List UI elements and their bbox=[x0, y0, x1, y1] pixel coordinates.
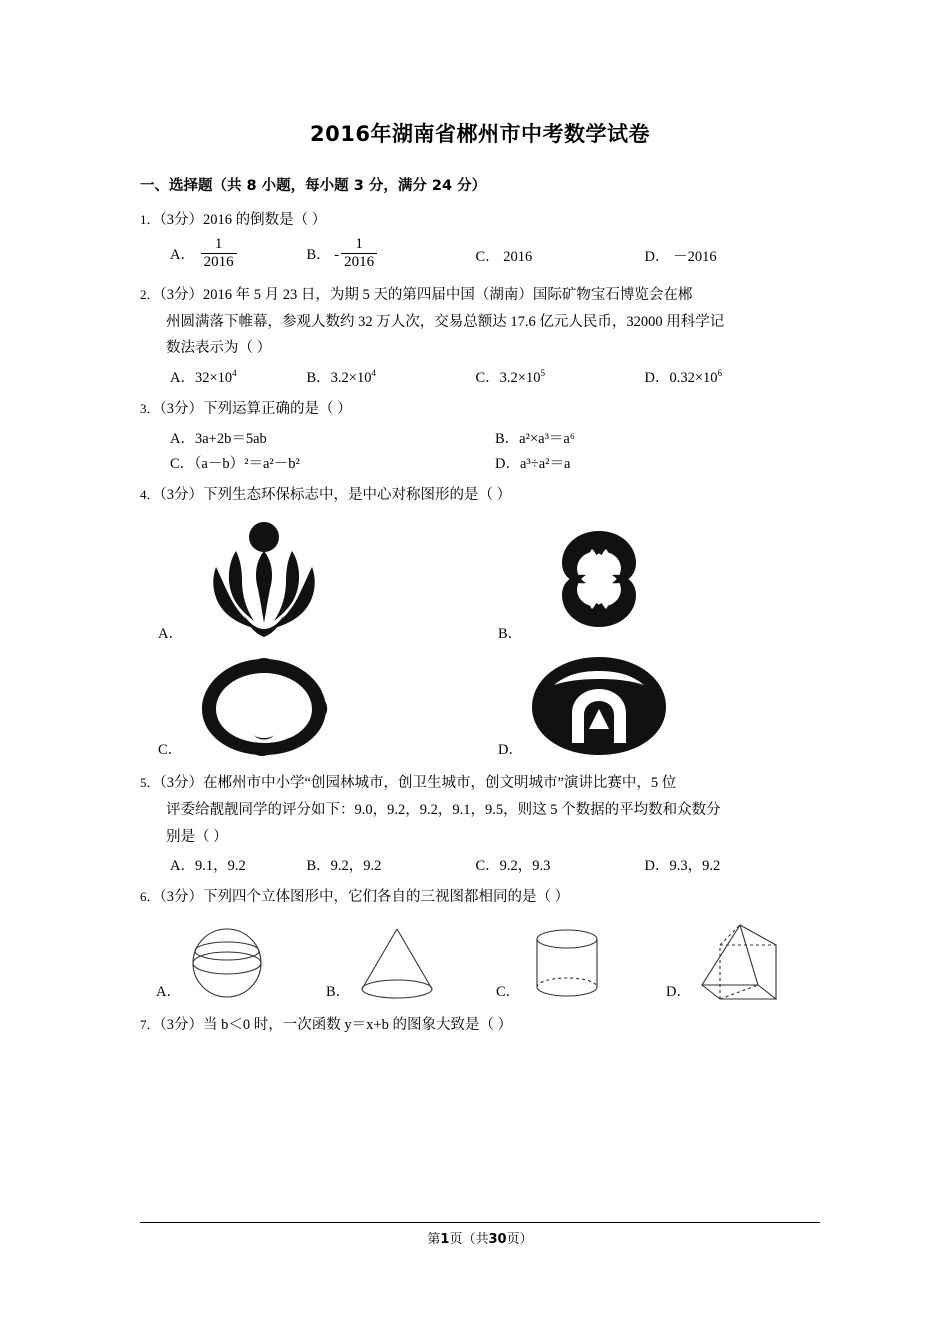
option-2-c-exp: 5 bbox=[540, 368, 545, 379]
eco-logo-wreath-icon bbox=[174, 651, 354, 761]
question-5-number: 5． bbox=[140, 774, 160, 790]
minus-sign: - bbox=[334, 246, 340, 263]
question-3-score: （3分） bbox=[159, 401, 204, 418]
option-3-a-text: 3a+2b＝5ab bbox=[194, 431, 267, 448]
question-6-body: 下列四个立体图形中，它们各自的三视图都相同的是（ ） bbox=[203, 889, 570, 906]
option-5-c-label: C． bbox=[475, 858, 500, 875]
option-5-c bbox=[476, 854, 645, 875]
question-3-options-row1 bbox=[140, 427, 820, 448]
option-5-b-label: B． bbox=[306, 858, 331, 875]
option-5-d-label: D． bbox=[644, 858, 670, 875]
option-2-a bbox=[170, 366, 307, 387]
question-7 bbox=[140, 1012, 820, 1039]
question-5-options bbox=[140, 854, 820, 875]
option-1-a-label: A． bbox=[170, 246, 195, 263]
question-4-text bbox=[140, 482, 820, 509]
question-1-score: （3分） bbox=[159, 212, 204, 228]
question-7-body: 当 b＜0 时，一次函数 y＝x+b 的图象大致是（ ） bbox=[203, 1017, 513, 1034]
page-title: 2016年湖南省郴州市中考数学试卷 bbox=[310, 122, 650, 146]
option-5-a bbox=[170, 854, 307, 875]
eco-logo-circle-m-icon bbox=[514, 651, 684, 761]
question-2-text bbox=[140, 282, 820, 309]
option-2-d-exp: 6 bbox=[717, 368, 723, 379]
question-5-text bbox=[140, 770, 820, 797]
option-2-a-label: A． bbox=[170, 370, 195, 387]
figure-cell-c bbox=[140, 651, 480, 761]
question-6-shapes bbox=[140, 919, 820, 1003]
cone-icon bbox=[340, 923, 460, 1003]
shape-label-b: B． bbox=[326, 984, 351, 1001]
question-4-figures-row2 bbox=[140, 651, 820, 761]
question-1-number: 1． bbox=[140, 212, 160, 227]
footer-page-number: 1 bbox=[440, 1232, 450, 1247]
sphere-icon bbox=[170, 923, 290, 1003]
fraction-neg-1-2016: $\frac{1}{2016}$ bbox=[341, 236, 377, 271]
option-2-b-mantissa: 3.2×10 bbox=[330, 370, 372, 387]
option-1-c-value: 2016 bbox=[503, 248, 533, 265]
figure-cell-a bbox=[140, 515, 480, 645]
question-5 bbox=[140, 770, 820, 875]
option-2-a-exp: 4 bbox=[232, 368, 237, 379]
option-1-d-label: D． bbox=[644, 248, 670, 265]
eco-logo-flower-icon bbox=[514, 515, 684, 645]
option-2-d bbox=[645, 366, 821, 387]
question-4-body: 下列生态环保标志中，是中心对称图形的是（ ） bbox=[203, 487, 512, 504]
shape-cell-c bbox=[480, 923, 650, 1003]
shape-cell-d bbox=[650, 919, 820, 1003]
section-heading: 一、选择题（共 8 小题，每小题 3 分，满分 24 分） bbox=[140, 178, 487, 194]
question-6-number: 6． bbox=[140, 889, 160, 905]
option-1-b bbox=[306, 235, 476, 273]
question-3-body: 下列运算正确的是（ ） bbox=[203, 401, 352, 418]
question-6-text bbox=[140, 884, 820, 911]
question-6-score: （3分） bbox=[159, 889, 204, 906]
option-2-d-label: D． bbox=[644, 370, 670, 387]
option-1-d bbox=[645, 245, 821, 266]
figure-label-d: D． bbox=[498, 741, 523, 758]
option-2-b-label: B． bbox=[306, 370, 331, 387]
option-5-a-label: A． bbox=[170, 858, 195, 875]
question-7-score: （3分） bbox=[159, 1017, 204, 1034]
question-2-line3: 数法表示为（ ） bbox=[166, 340, 272, 357]
option-3-a bbox=[170, 427, 495, 448]
question-5-line3: 别是（ ） bbox=[166, 828, 228, 845]
question-5-score: （3分） bbox=[159, 774, 204, 791]
figure-cell-d bbox=[480, 651, 820, 761]
option-3-a-label: A． bbox=[170, 431, 195, 448]
option-5-b-text: 9.2，9.2 bbox=[330, 858, 382, 875]
question-2-line1: 2016 年 5 月 23 日，为期 5 天的第四届中国（湖南）国际矿物宝石博览会在郴 bbox=[203, 286, 693, 303]
question-3-number: 3． bbox=[140, 401, 160, 417]
option-2-b bbox=[307, 366, 476, 387]
fraction-1-2016: $\frac{1}{2016}$ bbox=[201, 236, 237, 271]
cylinder-icon bbox=[510, 923, 630, 1003]
question-4-figures-row1 bbox=[140, 515, 820, 645]
shape-cell-b bbox=[310, 923, 480, 1003]
option-3-b-text: a²×a³＝a⁶ bbox=[519, 431, 575, 448]
shape-label-a: A． bbox=[156, 984, 181, 1001]
shape-label-c: C． bbox=[496, 984, 521, 1001]
question-1-body: 2016 的倒数是（ ） bbox=[203, 212, 327, 228]
triangular-prism-icon bbox=[680, 919, 800, 1003]
option-2-c-label: C． bbox=[475, 370, 500, 387]
question-4-number: 4． bbox=[140, 487, 160, 503]
option-3-d-label: D． bbox=[495, 456, 520, 473]
option-2-a-mantissa: 32×10 bbox=[194, 370, 233, 387]
question-4 bbox=[140, 482, 820, 761]
figure-label-b: B． bbox=[498, 625, 523, 642]
figure-label-c: C． bbox=[158, 741, 183, 758]
question-2-number: 2． bbox=[140, 286, 160, 302]
option-3-b bbox=[495, 427, 820, 448]
question-1 bbox=[140, 207, 820, 273]
question-5-line2: 评委给靓靓同学的评分如下：9.0，9.2，9.2，9.1，9.5，则这 5 个数据的平均数和众数分 bbox=[166, 801, 721, 818]
option-3-b-label: B． bbox=[495, 431, 520, 448]
option-3-d-text: a³÷a²＝a bbox=[519, 456, 571, 473]
option-2-c bbox=[476, 366, 645, 387]
option-1-d-value: －2016 bbox=[673, 248, 717, 265]
footer-mid: 页（共 bbox=[449, 1232, 489, 1247]
option-3-c-text: （a－b）²＝a²－b² bbox=[194, 456, 300, 473]
page-footer bbox=[140, 1222, 820, 1247]
eco-logo-flame-icon bbox=[174, 515, 354, 645]
page-content bbox=[140, 118, 820, 1048]
option-2-c-mantissa: 3.2×10 bbox=[499, 370, 541, 387]
option-1-c bbox=[476, 245, 645, 266]
footer-prefix: 第 bbox=[427, 1232, 441, 1247]
question-3-text bbox=[140, 396, 820, 423]
question-2-options bbox=[140, 366, 820, 387]
option-1-a bbox=[170, 235, 307, 273]
option-5-b bbox=[307, 854, 476, 875]
figure-cell-b bbox=[480, 515, 820, 645]
option-5-c-text: 9.2，9.3 bbox=[499, 858, 551, 875]
option-1-b-label: B． bbox=[306, 246, 331, 263]
question-2-score: （3分） bbox=[159, 286, 204, 303]
question-7-number: 7． bbox=[140, 1017, 160, 1033]
question-5-line1: 在郴州市中小学“创园林城市，创卫生城市，创文明城市”演讲比赛中，5 位 bbox=[203, 774, 677, 791]
option-2-b-exp: 4 bbox=[371, 368, 376, 379]
question-1-options bbox=[140, 235, 820, 273]
footer-suffix: 页） bbox=[506, 1232, 533, 1247]
option-5-d-text: 9.3，9.2 bbox=[669, 858, 721, 875]
question-6 bbox=[140, 884, 820, 1003]
question-2-line2: 州圆满落下帷幕，参观人数约 32 万人次，交易总额达 17.6 亿元人民币，32000 用科学记 bbox=[166, 313, 725, 330]
option-1-c-label: C． bbox=[475, 248, 500, 265]
option-5-d bbox=[645, 854, 821, 875]
option-5-a-text: 9.1，9.2 bbox=[194, 858, 246, 875]
figure-label-a: A． bbox=[158, 625, 183, 642]
footer-total-pages: 30 bbox=[488, 1232, 507, 1247]
question-1-text bbox=[140, 207, 820, 234]
question-4-score: （3分） bbox=[159, 487, 204, 504]
question-7-text bbox=[140, 1012, 820, 1039]
option-2-d-mantissa: 0.32×10 bbox=[669, 370, 718, 387]
shape-cell-a bbox=[140, 923, 310, 1003]
question-3-options-row2 bbox=[140, 452, 820, 473]
question-2 bbox=[140, 282, 820, 387]
option-3-d bbox=[495, 452, 820, 473]
option-3-c-label: C． bbox=[170, 456, 195, 473]
option-3-c bbox=[170, 452, 495, 473]
shape-label-d: D． bbox=[666, 984, 691, 1001]
question-3 bbox=[140, 396, 820, 473]
